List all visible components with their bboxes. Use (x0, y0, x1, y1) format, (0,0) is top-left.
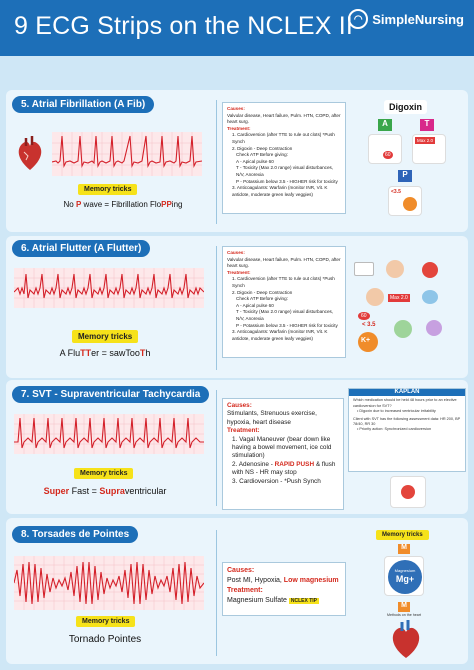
heart-icon (422, 262, 438, 278)
svt-ecg-strip (14, 414, 204, 454)
aflutter-causes-label: Causes: (227, 250, 245, 255)
kaplan-answer-1: Digoxin due to increased ventricular irritability (359, 409, 436, 414)
kaplan-question: Which medication should be held 48 hours prior to an elective cardioversion for SVT? (353, 398, 457, 408)
pulse-value: 60 (385, 152, 391, 158)
aflutter-treatment-2t: T - Toxicity (Max 2.0 range) visual disturbances, N/V, Anorexia (236, 309, 334, 321)
pulse-value: 60 (358, 312, 370, 320)
aflutter-treatment-2p: P - Potassium below 3.5 - HIGHER risk for toxicity (236, 322, 338, 328)
patient-icon (366, 288, 384, 306)
svt-causes-label: Causes: (227, 402, 252, 409)
aflutter-treatment-1: 1. Cardioversion (after TTE to rule out clots) *Push Synch (232, 276, 335, 288)
magnesium-tile (384, 556, 424, 596)
afib-divider (216, 100, 217, 224)
potassium-value: <3.5 (391, 189, 401, 195)
afib-mnemonic-pp: PP (161, 200, 172, 209)
svt-treatment-1: 1. Vagal Maneuver (bear down like having a bowel movement, ice cold stimulation) (232, 435, 332, 460)
afib-treatment-2p: P - Potassium below 3.5 - HIGHER risk for toxicity (236, 178, 338, 184)
page-title: 9 ECG Strips on the NCLEX II (14, 12, 354, 40)
monitor-icon (354, 262, 374, 276)
svt-mnemonic-supra: Supra (99, 486, 125, 496)
torsades-causes-part: Post MI, Hypoxia, (227, 577, 284, 584)
aflutter-info-box (222, 246, 346, 358)
torsades-divider (216, 530, 217, 656)
aflutter-mnemonic-part: h (145, 348, 151, 358)
simplenursing-logo-icon: ◠ (348, 9, 368, 29)
torsades-causes-text (227, 576, 341, 586)
aflutter-illustrations (350, 256, 466, 372)
afib-treatment-3: 3. Anticoagulants: Warfarin (monitor INR, Vit. K antidote, moderate green leafy veggies) (232, 185, 328, 197)
heart-icon (401, 485, 415, 499)
svt-treatment-3: 3. Cardioversion - *Push Synch (232, 477, 321, 485)
m-badge-2: M (398, 602, 410, 612)
afib-title: 5. Atrial Fibrillation (A Fib) (12, 96, 154, 113)
k-plus-label: K+ (361, 337, 371, 344)
torsades-mnemonic: Tornado Pointes (68, 634, 142, 645)
doctor-icon (386, 260, 404, 278)
pill-icon (426, 320, 442, 336)
svt-rapid-push: RAPID PUSH (274, 460, 315, 468)
aflutter-mnemonic-part: er = sawToo (91, 348, 140, 358)
afib-mnemonic-part: ing (171, 200, 183, 209)
aflutter-treatment-3: 3. Anticoagulants: Warfarin (monitor INR, Vit. K antidote, moderate green leafy veggies) (232, 329, 328, 341)
afib-treatment-2a: A - Apical pulse 60 (236, 158, 274, 164)
svt-treatment-2 (227, 461, 339, 478)
svt-title: 7. SVT - Supraventricular Tachycardia (12, 386, 209, 403)
atp-a-badge: A (378, 119, 392, 131)
anatomical-heart-icon (388, 620, 424, 660)
afib-causes-label: Causes: (227, 106, 245, 111)
aflutter-treatment-label: Treatment: (227, 269, 251, 275)
afib-info-box (222, 102, 346, 214)
aflutter-treatment-2a: A - Apical pulse 60 (236, 302, 274, 308)
aflutter-memory-tag: Memory tricks (72, 330, 138, 343)
toxicity-illustration (412, 134, 446, 164)
page-header (0, 0, 474, 56)
aflutter-treatment-2: 2. Digoxin - Deep Contraction (232, 289, 293, 295)
k-plus-icon (358, 332, 378, 352)
kaplan-title: KAPLAN (349, 389, 465, 396)
afib-causes-text: Valvular disease, Heart failure, Pulm. HTN, COPD, after heart surg. (227, 112, 341, 125)
svt-treatment-2-part: & flush with NS - HR may stop (232, 460, 336, 477)
digoxin-label: Digoxin (384, 100, 427, 114)
aflutter-mnemonic (30, 348, 180, 358)
kaplan-box: KAPLAN Which medication should be held 48 hours prior to an elective cardioversion for SVT? • Digoxin due to increased ventricular irritability Client with SVT has the following assessment data: HR 200, BP 78/40, RR 30 • Priority action: Synchronized cardioversion (348, 388, 466, 472)
torsades-causes-label: Causes: (227, 567, 255, 574)
afib-treatment-2: 2. Digoxin - Deep Contraction (232, 145, 293, 151)
svt-mnemonic (30, 486, 180, 496)
heart-illustration-icon (16, 136, 44, 172)
afib-mnemonic-part: No (63, 200, 76, 209)
aflutter-ecg-strip (14, 268, 204, 308)
aflutter-mnemonic-part: A Flu (59, 348, 81, 358)
torsades-memory-tag: Memory tricks (76, 616, 135, 627)
torsades-info-box (222, 562, 346, 616)
svt-treatment-2-part: 2. Adenosine - (232, 460, 275, 468)
potassium-value: < 3.5 (362, 322, 376, 328)
svt-divider (216, 390, 217, 506)
m-badge-1: M (398, 544, 410, 554)
aflutter-mnemonic-tt: TT (80, 348, 92, 358)
kaplan-case: Client with SVT has the following assessment data: HR 200, BP 78/40, RR 30 (353, 416, 461, 427)
nclex-tip-badge: NCLEX TIP (290, 598, 317, 604)
svt-info-box (222, 398, 344, 510)
atp-p-badge: P (398, 170, 412, 182)
brand-name: SimpleNursing (372, 11, 464, 27)
torsades-low-magnesium: Low magnesium (283, 577, 339, 584)
torsades-title: 8. Torsades de Pointes (12, 526, 138, 543)
svt-causes-text: Stimulants, Strenuous exercise, hypoxia, heart disease (227, 410, 317, 426)
potassium-k-icon (403, 197, 417, 211)
afib-treatment-label: Treatment: (227, 125, 251, 131)
magnesium-symbol: Mg+ (395, 574, 415, 584)
torsades-side-memory-tag: Memory tricks (376, 530, 429, 540)
cardioversion-illustration (390, 476, 426, 508)
potassium-illustration (388, 186, 422, 216)
svt-treatment-label: Treatment: (227, 427, 260, 435)
aflutter-treatment-2b: Check ATP Before giving: (236, 296, 288, 302)
afib-treatment-2b: Check ATP Before giving: (236, 152, 288, 158)
afib-ecg-strip (52, 132, 202, 176)
m-caption: Methods on the heart (387, 613, 421, 617)
toxicity-max-value: Max 2.0 (417, 138, 434, 143)
aflutter-causes-text: Valvular disease, Heart failure, Pulm. HTN, COPD, after heart surg. (227, 256, 341, 269)
svt-mnemonic-part: ventricular (124, 486, 167, 496)
aflutter-mnemonic-t: T (139, 348, 146, 358)
atp-t-badge: T (420, 119, 434, 131)
brand (348, 9, 464, 29)
afib-treatment-2t: T - Toxicity (Max 2.0 range) visual disturbances, N/V, Anorexia (236, 165, 334, 177)
svt-memory-tag: Memory tricks (74, 468, 133, 479)
nausea-icon (394, 320, 412, 338)
afib-mnemonic (48, 200, 198, 209)
svt-mnemonic-part: Fast = (69, 486, 100, 496)
torsades-ecg-strip (14, 556, 204, 610)
svt-mnemonic-super: Super (43, 486, 70, 496)
torsades-treatment-label: Treatment: (227, 587, 263, 594)
afib-treatment-1: 1. Cardioversion (after TTE to rule out clots) *Push Synch (232, 132, 335, 144)
aflutter-divider (216, 246, 217, 370)
afib-mnemonic-p: P (75, 200, 82, 209)
afib-memory-tag: Memory tricks (78, 184, 137, 195)
kaplan-answer-2: Priority action: Synchronized cardioversion (359, 427, 432, 432)
afib-mnemonic-part: wave = Fibrillation Flo (81, 200, 162, 209)
magnesium-label: Magnesium (394, 568, 416, 573)
torsades-treatment-text (227, 596, 341, 606)
apical-pulse-illustration (368, 134, 402, 164)
toxicity-max-value: Max 2.0 (390, 295, 408, 301)
eye-icon (422, 290, 438, 304)
magnesium-sulfate-text: Magnesium Sulfate (227, 597, 287, 604)
aflutter-title: 6. Atrial Flutter (A Flutter) (12, 240, 150, 257)
